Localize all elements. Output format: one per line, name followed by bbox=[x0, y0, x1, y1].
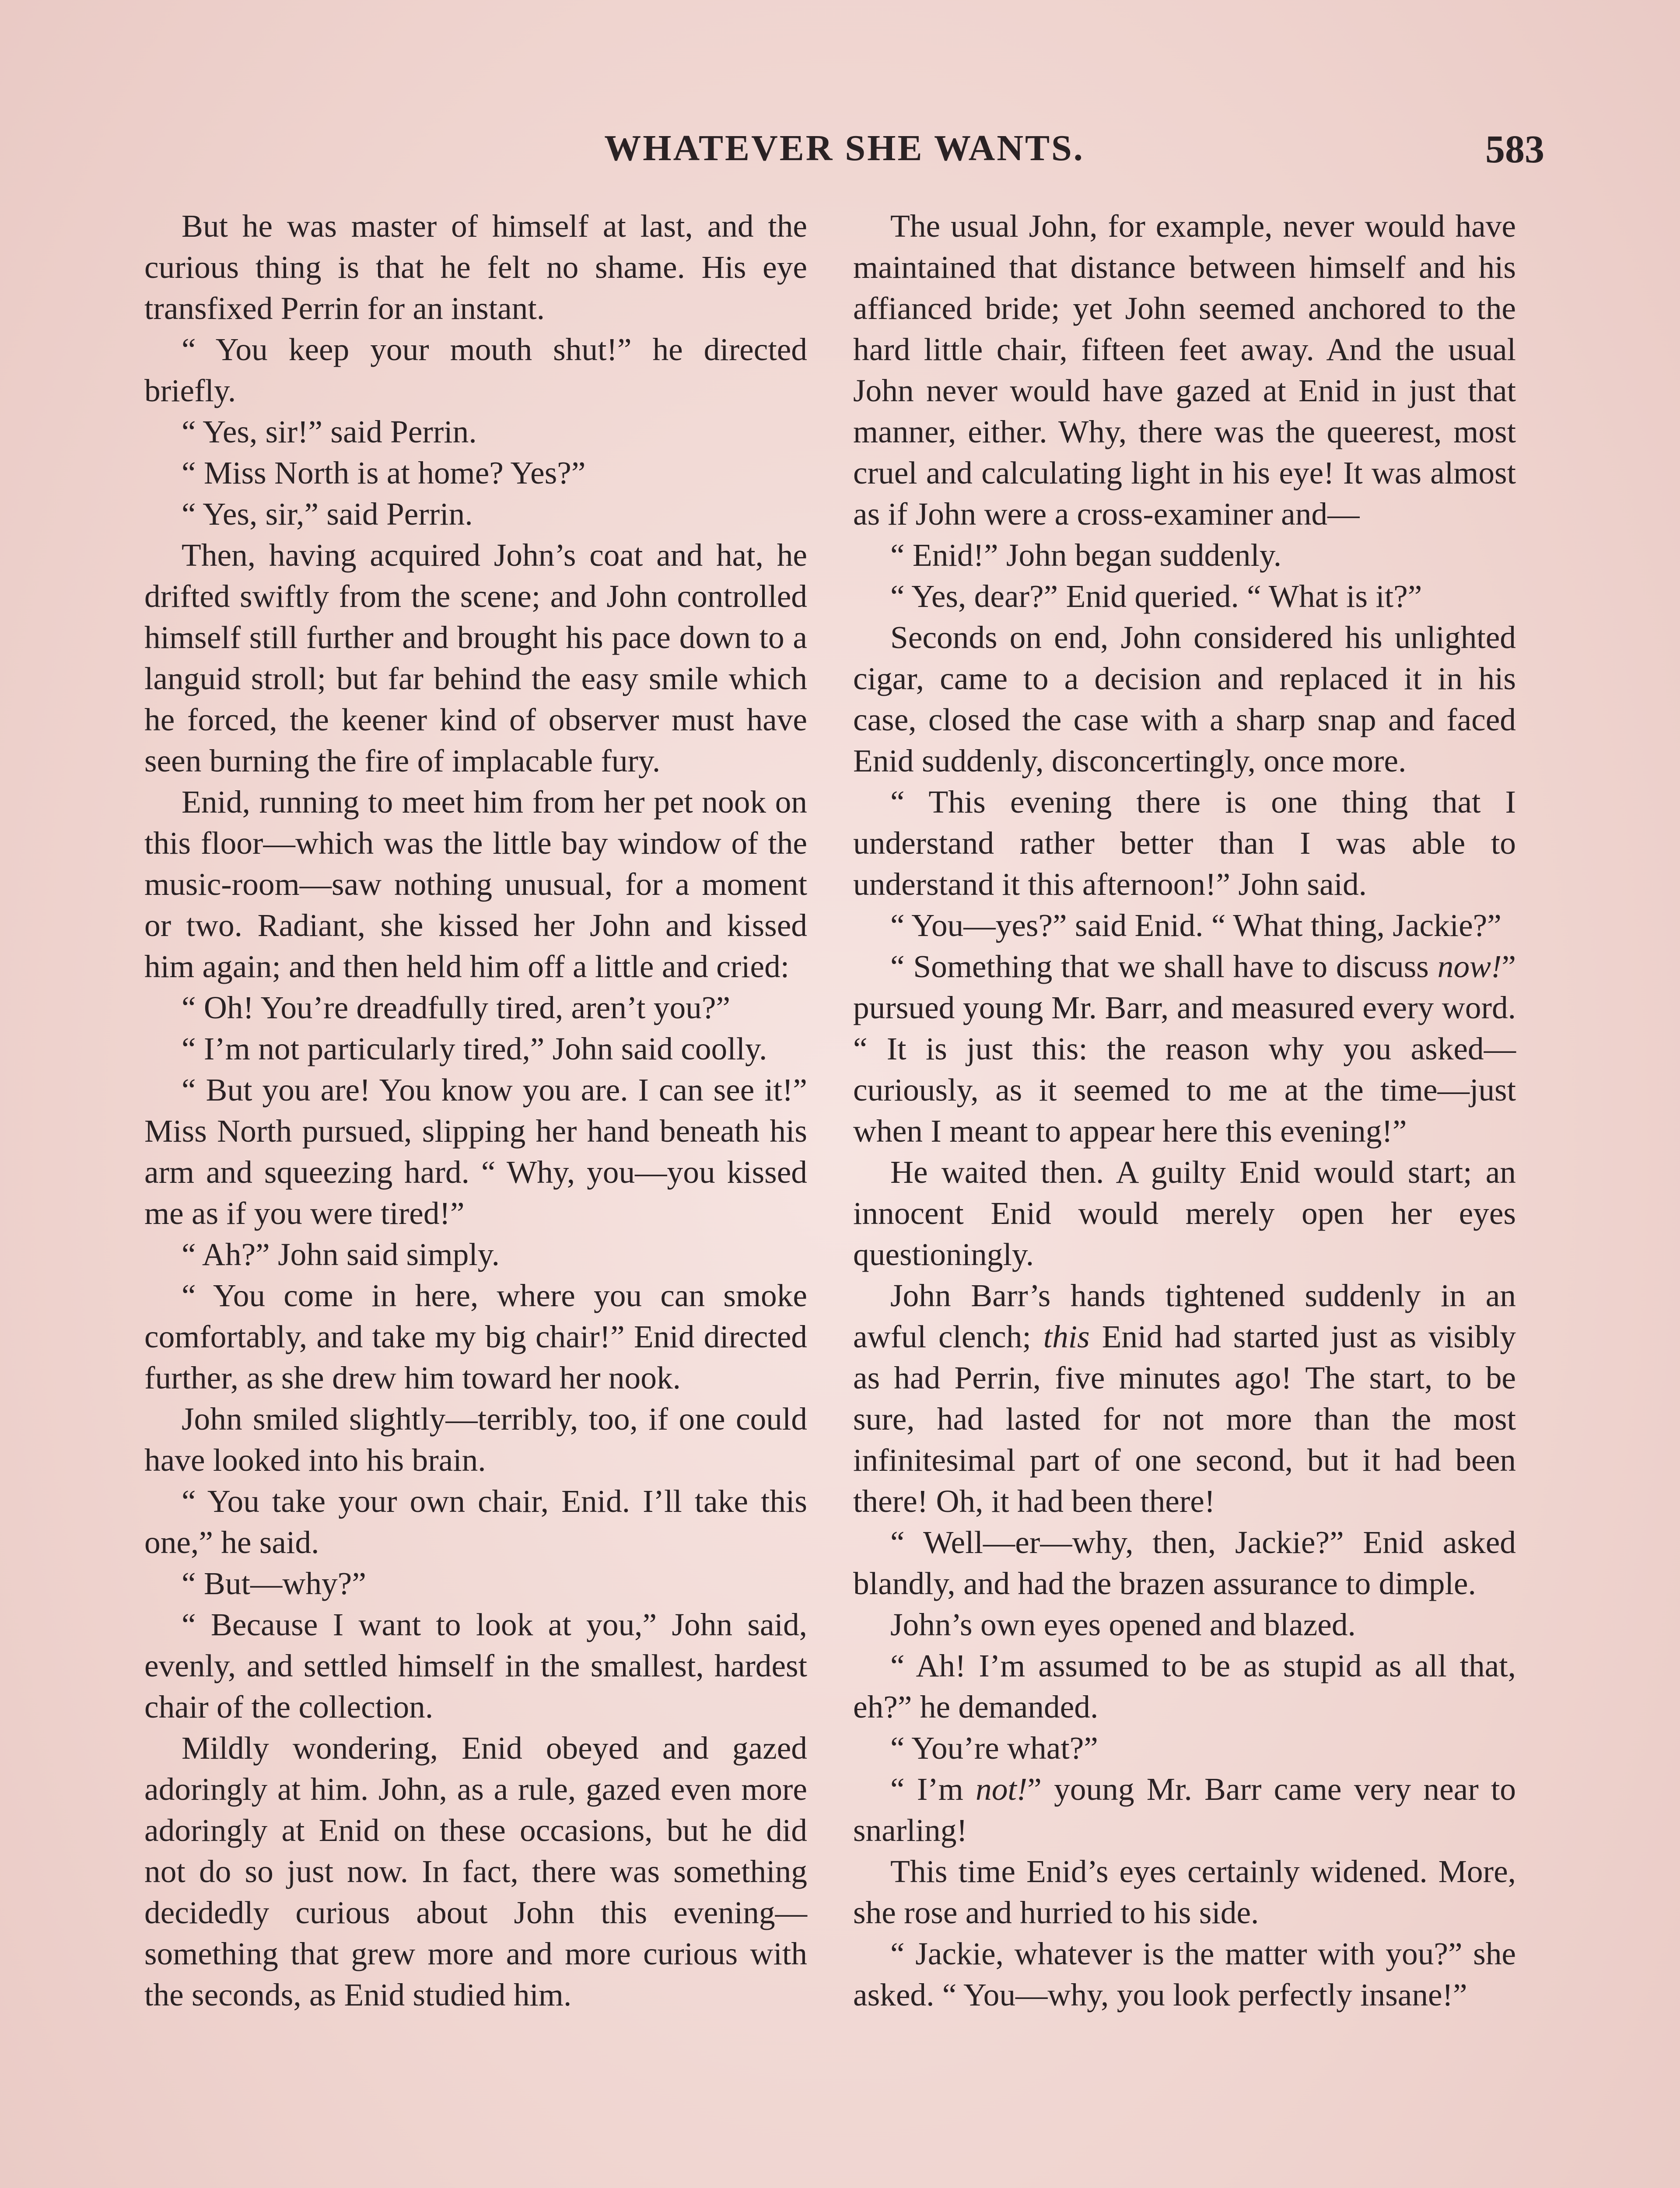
right-column bbox=[853, 206, 1516, 2016]
italic-emphasis: this bbox=[1043, 1319, 1090, 1354]
italic-emphasis: not! bbox=[976, 1771, 1028, 1807]
paragraph: “ You’re what?” bbox=[890, 1730, 1098, 1766]
paragraph: “ Ah?” John said simply. bbox=[182, 1237, 500, 1272]
paragraph: “ You keep your mouth shut!” he directed briefly. bbox=[144, 332, 807, 408]
paragraph: Then, having acquired John’s coat and hat, he drifted swiftly from the scene; and John controlled himself still further and brought his pace down to a languid stroll; but far behind the easy smile which he forced, the keener kind of observer must have seen burning the fire of implacable fury. bbox=[144, 537, 807, 778]
paragraph: Seconds on end, John considered his unlighted cigar, came to a decision and replaced it in his case, closed the case with a sharp snap and faced Enid suddenly, disconcertingly, once more. bbox=[853, 620, 1516, 778]
paragraph: He waited then. A guilty Enid would start; an innocent Enid would merely open her eyes questioningly. bbox=[853, 1154, 1516, 1272]
paragraph-text: Enid had started just as visibly as had Perrin, five minutes ago! The start, to be sure, had lasted for not more than the most infinitesimal part of one second, but it had been there! Oh, it had been there! bbox=[853, 1319, 1516, 1519]
italic-emphasis: now! bbox=[1437, 949, 1502, 984]
paragraph: John’s own eyes opened and blazed. bbox=[890, 1607, 1356, 1642]
page-header bbox=[144, 127, 1544, 184]
paragraph: “ But—why?” bbox=[182, 1566, 366, 1601]
paragraph: “ You—yes?” said Enid. “ What thing, Jackie?” bbox=[890, 908, 1502, 943]
paragraph: “ Yes, sir!” said Perrin. bbox=[182, 414, 477, 449]
paragraph: John smiled slightly—terribly, too, if one could have looked into his brain. bbox=[144, 1401, 807, 1478]
paragraph-text: “ Something that we shall have to discuss bbox=[890, 949, 1438, 984]
paragraph: “ Yes, sir,” said Perrin. bbox=[182, 496, 473, 532]
paragraph: “ Enid!” John began suddenly. bbox=[890, 537, 1282, 573]
paragraph: “ This evening there is one thing that I understand rather better than I was able to understand it this afternoon!” John said. bbox=[853, 784, 1516, 902]
paragraph-text: John Barr’s hands tightened suddenly in an awful clench; bbox=[853, 1278, 1516, 1354]
paragraph: Enid, running to meet him from her pet nook on this floor—which was the little bay window of the music-room—saw nothing unusual, for a moment or two. Radiant, she kissed her John and kissed him again; and then held him off a little and cried: bbox=[144, 784, 807, 984]
left-column bbox=[144, 206, 807, 2016]
paragraph: But he was master of himself at last, and the curious thing is that he felt no shame. His eye transfixed Perrin for an instant. bbox=[144, 208, 807, 326]
paragraph: “ You come in here, where you can smoke comfortably, and take my big chair!” Enid directed further, as she drew him toward her nook. bbox=[144, 1278, 807, 1396]
paragraph: “ You take your own chair, Enid. I’ll take this one,” he said. bbox=[144, 1483, 807, 1560]
paragraph bbox=[853, 1275, 1516, 1522]
running-title: WHATEVER SHE WANTS. bbox=[604, 128, 1085, 168]
paragraph: “ Because I want to look at you,” John said, evenly, and settled himself in the smallest, hardest chair of the collection. bbox=[144, 1607, 807, 1725]
paragraph: “ But you are! You know you are. I can see it!” Miss North pursued, slipping her hand beneath his arm and squeezing hard. “ Why, you—you kissed me as if you were tired!” bbox=[144, 1072, 807, 1231]
page-number: 583 bbox=[1485, 128, 1544, 171]
paragraph: “ I’m not particularly tired,” John said coolly. bbox=[182, 1031, 767, 1066]
paragraph bbox=[853, 1769, 1516, 1851]
paragraph: This time Enid’s eyes certainly widened. More, she rose and hurried to his side. bbox=[853, 1854, 1516, 1930]
paragraph: “ Well—er—why, then, Jackie?” Enid asked blandly, and had the brazen assurance to dimple. bbox=[853, 1525, 1516, 1601]
paragraph: “ Ah! I’m assumed to be as stupid as all that, eh?” he demanded. bbox=[853, 1648, 1516, 1725]
paragraph-text: ” pursued young Mr. Barr, and measured every word. “ It is just this: the reason why you asked—curiously, as it seemed to me at the time—just when I meant to appear here this evening!” bbox=[853, 949, 1516, 1149]
paragraph: “ Miss North is at home? Yes?” bbox=[182, 455, 586, 491]
paragraph-text: ” young Mr. Barr came very near to snarling! bbox=[853, 1771, 1516, 1848]
paragraph: “ Jackie, whatever is the matter with you?” she asked. “ You—why, you look perfectly insane!” bbox=[853, 1936, 1516, 2013]
paragraph: The usual John, for example, never would have maintained that distance between himself and his affianced bride; yet John seemed anchored to the hard little chair, fifteen feet away. And the usual John never would have gazed at Enid in just that manner, either. Why, there was the queerest, most cruel and calculating light in his eye! It was almost as if John were a cross-examiner and— bbox=[853, 208, 1516, 532]
paragraph: Mildly wondering, Enid obeyed and gazed adoringly at him. John, as a rule, gazed even more adoringly at Enid on these occasions, but he did not do so just now. In fact, there was something decidedly curious about John this evening—something that grew more and more curious with the seconds, as Enid studied him. bbox=[144, 1730, 807, 2013]
paragraph: “ Oh! You’re dreadfully tired, aren’t you?” bbox=[182, 990, 731, 1025]
paragraph: “ Yes, dear?” Enid queried. “ What is it?” bbox=[890, 579, 1422, 614]
paragraph-text: “ I’m bbox=[890, 1771, 976, 1807]
paragraph bbox=[853, 946, 1516, 1152]
